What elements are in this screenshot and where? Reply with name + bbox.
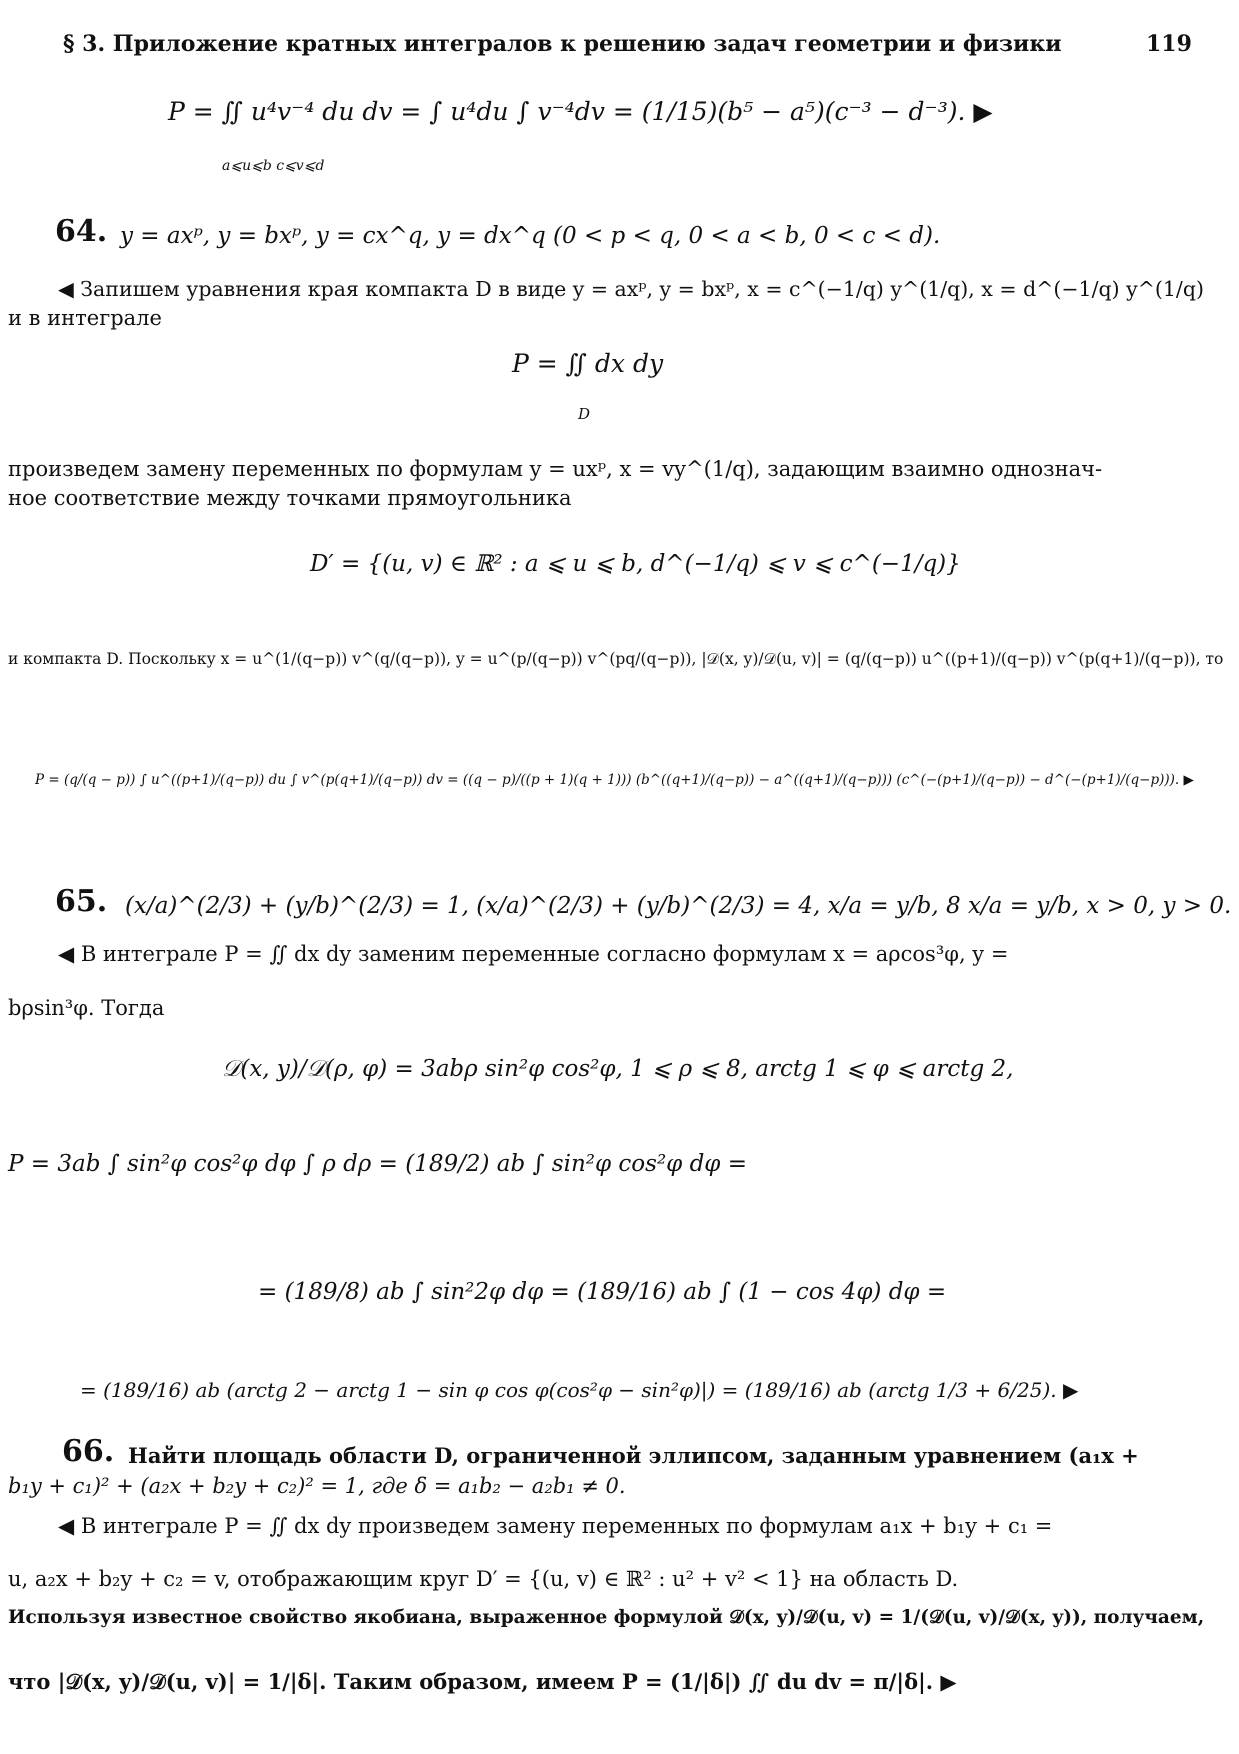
- problem-number: 66.: [62, 1434, 115, 1469]
- problem-number: 64.: [55, 214, 108, 249]
- text-line: произведем замену переменных по формулам y = uxᵖ, x = vy^(1/q), задающим взаимно однознач-: [8, 457, 1103, 481]
- text-line: и в интеграле: [8, 306, 162, 330]
- formula-line: P = (q/(q − p)) ∫ u^((p+1)/(q−p)) du ∫ v^(p(q+1)/(q−p)) dv = ((q − p)/((p + 1)(q + 1))) (b^((q+1)/(q−p)) − a^((q+1)/(q−p))) (c^(−(p+1)/(q−p)) − d^(−(p+1)/(q−p))). ▶: [35, 772, 1194, 788]
- problem-number: 65.: [55, 884, 108, 919]
- text-line: ное соответствие между точками прямоугольника: [8, 486, 572, 510]
- page-number: 119: [1146, 31, 1192, 57]
- text-line: и компакта D. Поскольку x = u^(1/(q−p)) v^(q/(q−p)), y = u^(p/(q−p)) v^(pq/(q−p)), |𝒟(x, y)/𝒟(u, v)| = (q/(q−p)) u^((p+1)/(q−p)) v^(p(q+1)/(q−p)), то: [8, 650, 1224, 668]
- formula-line: P = 3ab ∫ sin²φ cos²φ dφ ∫ ρ dρ = (189/2) ab ∫ sin²φ cos²φ dφ =: [8, 1151, 747, 1177]
- formula-line: 𝒟(x, y)/𝒟(ρ, φ) = 3abρ sin²φ cos²φ, 1 ⩽ ρ ⩽ 8, arctg 1 ⩽ φ ⩽ arctg 2,: [222, 1056, 1014, 1082]
- formula-line: = (189/16) ab (arctg 2 − arctg 1 − sin φ cos φ(cos²φ − sin²φ)|) = (189/16) ab (arctg 1/3 + 6/25). ▶: [80, 1378, 1079, 1402]
- text-line: u, a₂x + b₂y + c₂ = v, отображающим круг D′ = {(u, v) ∈ ℝ² : u² + v² < 1} на область D.: [8, 1567, 959, 1591]
- text-line: bρsin³φ. Тогда: [8, 996, 165, 1020]
- problem-statement: Найти площадь области D, ограниченной эллипсом, заданным уравнением (a₁x +: [128, 1443, 1139, 1468]
- formula-line: P = ∬ u⁴v⁻⁴ du dv = ∫ u⁴du ∫ v⁻⁴dv = (1/15)(b⁵ − a⁵)(c⁻³ − d⁻³). ▶: [168, 97, 993, 126]
- text-line: ◀ Запишем уравнения края компакта D в виде y = axᵖ, y = bxᵖ, x = c^(−1/q) y^(1/q), x = d^(−1/q) y^(1/q): [58, 277, 1204, 301]
- text-line: Используя известное свойство якобиана, выраженное формулой 𝒟(x, y)/𝒟(u, v) = 1/(𝒟(u, v)/𝒟(x, y)), получаем,: [8, 1607, 1205, 1628]
- problem-statement: y = axᵖ, y = bxᵖ, y = cx^q, y = dx^q (0 < p < q, 0 < a < b, 0 < c < d).: [120, 223, 941, 249]
- integral-limits: a⩽u⩽b c⩽v⩽d: [222, 158, 325, 174]
- formula-line: D′ = {(u, v) ∈ ℝ² : a ⩽ u ⩽ b, d^(−1/q) ⩽ v ⩽ c^(−1/q)}: [310, 551, 961, 577]
- section-title: § 3. Приложение кратных интегралов к решению задач геометрии и физики: [63, 31, 1062, 57]
- problem-statement: b₁y + c₁)² + (a₂x + b₂y + c₂)² = 1, где δ = a₁b₂ − a₂b₁ ≠ 0.: [8, 1474, 626, 1498]
- text-line: ◀ В интеграле P = ∬ dx dy заменим переменные согласно формулам x = aρcos³φ, y =: [58, 942, 1009, 966]
- integral-limits: D: [578, 405, 591, 423]
- problem-statement: (x/a)^(2/3) + (y/b)^(2/3) = 1, (x/a)^(2/3) + (y/b)^(2/3) = 4, x/a = y/b, 8 x/a = y/b, x > 0, y > 0.: [125, 893, 1232, 919]
- text-line: ◀ В интеграле P = ∬ dx dy произведем замену переменных по формулам a₁x + b₁y + c₁ =: [58, 1514, 1053, 1538]
- formula-line: = (189/8) ab ∫ sin²2φ dφ = (189/16) ab ∫ (1 − cos 4φ) dφ =: [258, 1279, 947, 1305]
- formula-line: P = ∬ dx dy: [512, 349, 664, 378]
- text-line: что |𝒟(x, y)/𝒟(u, v)| = 1/|δ|. Таким образом, имеем P = (1/|δ|) ∬ du dv = π/|δ|. ▶: [8, 1669, 957, 1694]
